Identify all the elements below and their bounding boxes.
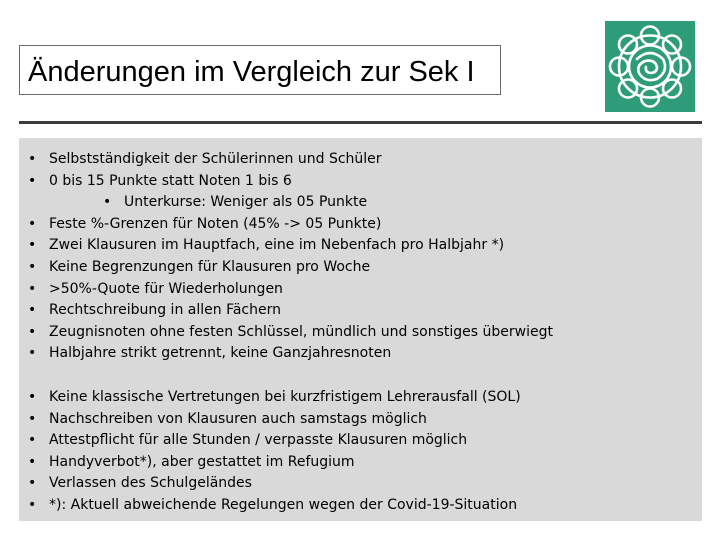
list-item-text: Halbjahre strikt getrennt, keine Ganzjahresnoten [49, 345, 392, 362]
list-item-text: Keine Begrenzungen für Klausuren pro Woche [49, 258, 371, 275]
bullet-icon: • [28, 432, 37, 449]
list-item-text: Verlassen des Schulgeländes [49, 475, 252, 492]
changes-list [19, 149, 553, 365]
list-item-text: Keine klassische Vertretungen bei kurzfristigem Lehrerausfall (SOL) [49, 389, 521, 405]
list-item [19, 473, 521, 495]
bullet-icon: • [28, 410, 37, 427]
title-divider [19, 121, 702, 124]
bullet-icon: • [28, 453, 37, 470]
bullet-icon: • [28, 258, 37, 275]
list-item [19, 495, 521, 517]
sub-list-item [19, 192, 553, 214]
list-item-text: 0 bis 15 Punkte statt Noten 1 bis 6 [49, 172, 292, 189]
list-item [19, 409, 521, 431]
bullet-icon: • [28, 302, 37, 319]
page-title: Änderungen im Vergleich zur Sek I [28, 56, 475, 88]
school-logo [605, 21, 695, 112]
bullet-icon: • [28, 237, 37, 254]
list-item-text: Feste %-Grenzen für Noten (45% -> 05 Punkte) [49, 215, 382, 232]
bullet-icon: • [28, 172, 37, 189]
list-item [19, 257, 553, 279]
list-item-text: Selbstständigkeit der Schülerinnen und Schüler [49, 151, 382, 167]
list-item [19, 279, 553, 301]
bullet-icon: • [28, 151, 37, 167]
bullet-icon: • [28, 345, 37, 362]
list-item-text: *): Aktuell abweichende Regelungen wegen der Covid-19-Situation [49, 496, 518, 513]
list-item [19, 171, 553, 193]
list-item [19, 430, 521, 452]
list-item-text: Zeugnisnoten ohne festen Schlüssel, mündlich und sonstiges überwiegt [49, 323, 553, 340]
list-item [19, 149, 553, 171]
list-item-text: Unterkurse: Weniger als 05 Punkte [124, 194, 368, 211]
rose-flower-icon [605, 21, 695, 112]
bullet-icon: • [28, 475, 37, 492]
list-item [19, 214, 553, 236]
list-item-text: Zwei Klausuren im Hauptfach, eine im Nebenfach pro Halbjahr *) [49, 237, 505, 254]
content-panel [19, 138, 702, 521]
bullet-icon: • [28, 323, 37, 340]
list-item [19, 322, 553, 344]
list-item [19, 452, 521, 474]
bullet-icon: • [28, 280, 37, 297]
bullet-icon: • [103, 194, 112, 211]
bullet-icon: • [28, 215, 37, 232]
list-item [19, 300, 553, 322]
list-item [19, 387, 521, 409]
list-item-text: Handyverbot*), aber gestattet im Refugium [49, 453, 355, 470]
list-item-text: Nachschreiben von Klausuren auch samstags möglich [49, 410, 427, 427]
bullet-icon: • [28, 389, 37, 405]
rules-list [19, 387, 521, 517]
list-item [19, 343, 553, 365]
list-item-text: >50%-Quote für Wiederholungen [49, 280, 283, 297]
bullet-icon: • [28, 496, 37, 513]
list-item [19, 235, 553, 257]
list-item-text: Rechtschreibung in allen Fächern [49, 302, 281, 319]
list-item-text: Attestpflicht für alle Stunden / verpasste Klausuren möglich [49, 432, 468, 449]
